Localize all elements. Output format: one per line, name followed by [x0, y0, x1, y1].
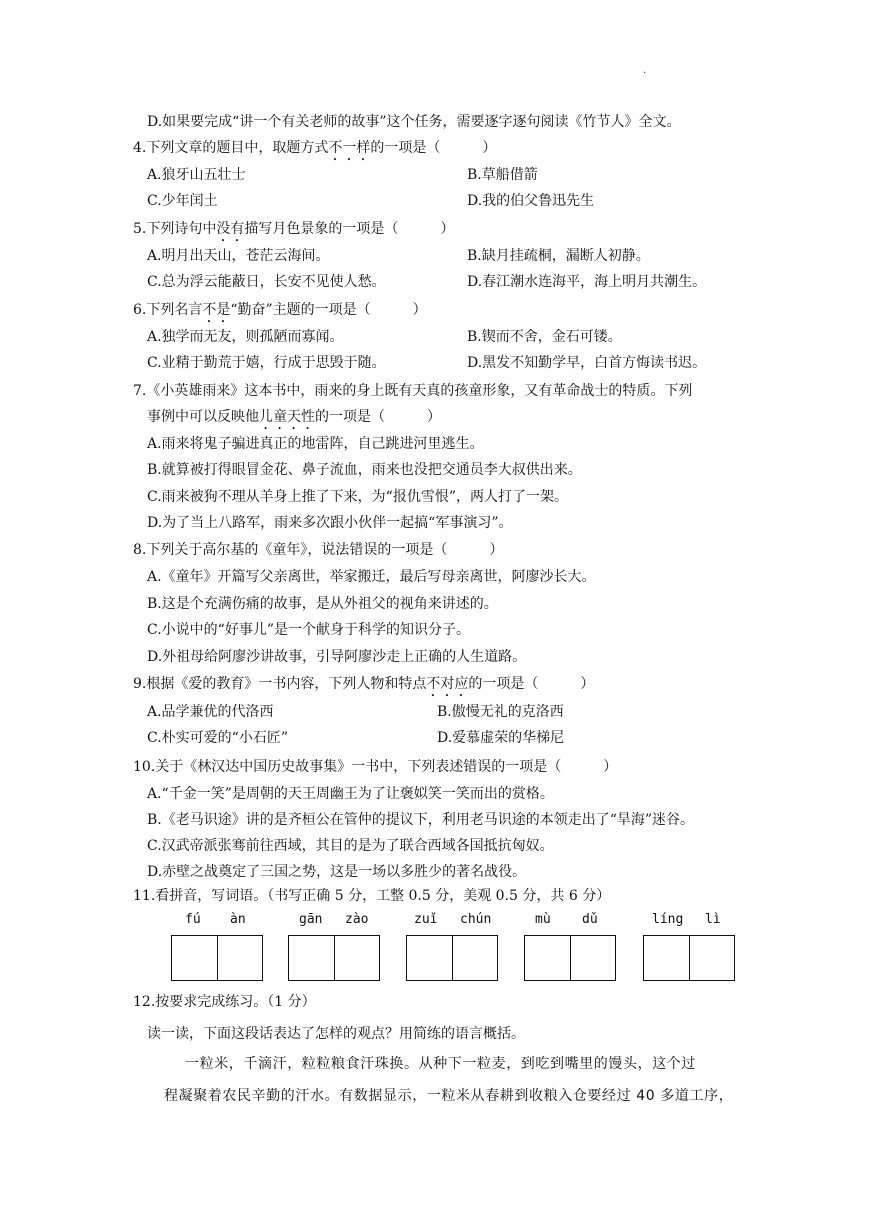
writing-box-4[interactable]	[524, 935, 616, 981]
q8-option-d: D.外祖母给阿廖沙讲故事，引导阿廖沙走上正确的人生道路。	[147, 649, 527, 665]
pinyin-1a: fú	[185, 912, 201, 927]
writing-cell[interactable]	[689, 936, 734, 980]
q5-stem: 5.下列诗句中没有描写月色景象的一项是（ ）	[133, 221, 455, 237]
q9-option-c: C.朴实可爱的“小石匠”	[147, 730, 288, 746]
pinyin-4a: mù	[535, 912, 551, 927]
q9-stem: 9.根据《爱的教育》一书内容，下列人物和特点不对应的一项是（ ）	[133, 676, 595, 692]
q4-option-d: D.我的伯父鲁迅先生	[467, 193, 595, 209]
q7-stem-line2: 事例中可以反映他儿童天性的一项是（ ）	[147, 409, 441, 425]
writing-cell[interactable]	[525, 936, 570, 980]
q8-option-a: A.《童年》开篇写父亲离世，举家搬迁，最后写母亲离世，阿廖沙长大。	[147, 569, 596, 585]
q5-option-a: A.明月出天山，苍茫云海间。	[147, 248, 330, 264]
q10-stem: 10.关于《林汉达中国历史故事集》一书中，下列表述错误的一项是（ ）	[133, 759, 618, 775]
writing-cell[interactable]	[172, 936, 217, 980]
q12-instruction: 读一读，下面这段话表达了怎样的观点？用简练的语言概括。	[147, 1026, 525, 1042]
pinyin-2a: gān	[299, 912, 323, 927]
q10-option-a: A.“千金一笑”是周朝的天王周幽王为了让褒姒笑一笑而出的赏格。	[147, 786, 554, 802]
writing-box-2[interactable]	[288, 935, 380, 981]
q6-option-b: B.锲而不舍，金石可镂。	[467, 329, 622, 345]
pinyin-3a: zuǐ	[414, 912, 438, 927]
q12-stem: 12.按要求完成练习。（1 分）	[133, 994, 316, 1010]
writing-box-3[interactable]	[406, 935, 498, 981]
q10-option-c: C.汉武帝派张骞前往西域，其目的是为了联合西域各国抵抗匈奴。	[147, 838, 554, 854]
q6-stem: 6.下列名言不是“勤奋”主题的一项是（ ）	[133, 302, 427, 318]
q6-option-c: C.业精于勤荒于嬉，行成于思毁于随。	[147, 355, 386, 371]
writing-cell[interactable]	[289, 936, 334, 980]
q5-option-c: C.总为浮云能蔽日，长安不见使人愁。	[147, 274, 386, 290]
q4-option-b: B.草船借箭	[467, 167, 538, 183]
q5-emphasis: 没有	[216, 221, 245, 237]
q7-option-a: A.雨来将鬼子骗进真正的地雷阵，自己跳进河里逃生。	[147, 436, 484, 452]
writing-cell[interactable]	[334, 936, 379, 980]
writing-cell[interactable]	[452, 936, 497, 980]
q12-passage-line1: 一粒米，千滴汗，粒粒粮食汗珠换。从种下一粒麦，到吃到嘴里的馒头，这个过	[185, 1056, 696, 1072]
q9-option-d: D.爱慕虚荣的华梯尼	[437, 730, 565, 746]
q9-option-a: A.品学兼优的代洛西	[147, 704, 274, 720]
q4-option-a: A.狼牙山五壮士	[147, 167, 246, 183]
page-mark: ·	[643, 68, 647, 79]
writing-box-1[interactable]	[171, 935, 263, 981]
writing-box-5[interactable]	[643, 935, 735, 981]
q4-emphasis: 不一样	[328, 140, 371, 156]
q10-option-b: B.《老马识途》讲的是齐桓公在管仲的提议下，利用老马识途的本领走出了“旱海”迷谷。	[147, 812, 695, 828]
q7-option-d: D.为了当上八路军，雨来多次跟小伙伴一起搞“军事演习”。	[147, 515, 513, 531]
q8-stem: 8.下列关于高尔基的《童年》，说法错误的一项是（ ）	[133, 542, 504, 558]
q6-option-d: D.黑发不知勤学早，白首方悔读书迟。	[467, 355, 707, 371]
q6-option-a: A.独学而无友，则孤陋而寡闻。	[147, 329, 344, 345]
q4-stem: 4.下列文章的题目中，取题方式不一样的一项是（ ）	[133, 140, 497, 156]
writing-cell[interactable]	[570, 936, 615, 980]
q10-option-d: D.赤壁之战奠定了三国之势，这是一场以多胜少的著名战役。	[147, 864, 527, 880]
writing-cell[interactable]	[644, 936, 689, 980]
q4-option-c: C.少年闰土	[147, 193, 218, 209]
pinyin-5b: lì	[705, 912, 721, 927]
q8-option-c: C.小说中的“好事儿”是一个献身于科学的知识分子。	[147, 622, 470, 638]
pinyin-2b: zào	[345, 912, 369, 927]
pinyin-1b: àn	[230, 912, 246, 927]
writing-cell[interactable]	[217, 936, 262, 980]
q7-emphasis: 儿童天性	[259, 409, 315, 425]
q5-option-b: B.缺月挂疏桐，漏断人初静。	[467, 248, 650, 264]
q9-option-b: B.傲慢无礼的克洛西	[437, 704, 564, 720]
q6-emphasis: 不是	[202, 302, 231, 318]
q7-option-c: C.雨来被狗不理从羊身上推了下来，为“报仇雪恨”，两人打了一架。	[147, 489, 568, 505]
pinyin-row	[0, 912, 869, 932]
q9-emphasis: 不对应	[426, 676, 469, 692]
q11-stem: 11.看拼音，写词语。（书写正确 5 分，工整 0.5 分，美观 0.5 分，共 6 分）	[133, 888, 611, 904]
q7-stem-line1: 7.《小英雄雨来》这本书中，雨来的身上既有天真的孩童形象，又有革命战士的特质。下列	[133, 383, 693, 399]
q12-passage-line2: 程凝聚着农民辛勤的汗水。有数据显示，一粒米从春耕到收粮入仓要经过 40 多道工序，	[164, 1088, 734, 1104]
pinyin-4b: dǔ	[582, 912, 598, 927]
writing-cell[interactable]	[407, 936, 452, 980]
q8-option-b: B.这是个充满伤痛的故事，是从外祖父的视角来讲述的。	[147, 596, 498, 612]
pinyin-5a: líng	[652, 912, 684, 927]
q7-option-b: B.就算被打得眼冒金花、鼻子流血，雨来也没把交通员李大叔供出来。	[147, 462, 582, 478]
q5-option-d: D.春江潮水连海平，海上明月共潮生。	[467, 274, 707, 290]
q3-option-d: D.如果要完成“讲一个有关老师的故事”这个任务，需要逐字逐句阅读《竹节人》全文。	[147, 114, 681, 130]
pinyin-3b: chún	[460, 912, 492, 927]
